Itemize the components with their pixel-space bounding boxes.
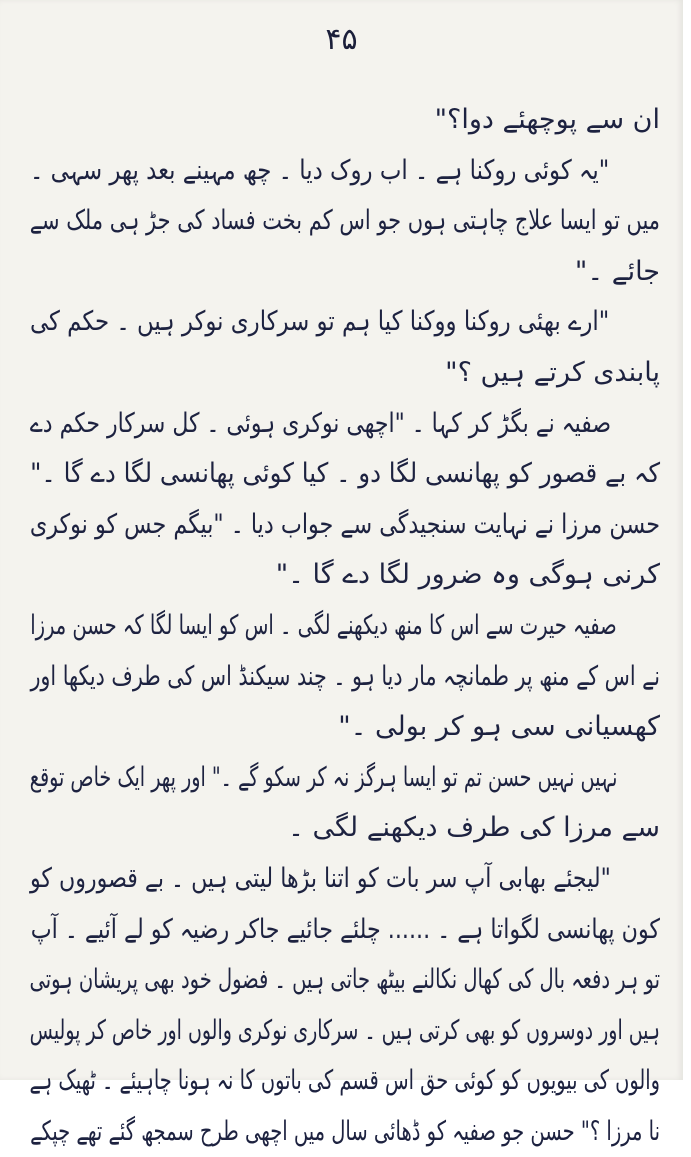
text-line: حسن مرزا نے نہایت سنجیدگی سے جواب دیا ۔ "بیگم جس کو نوکری [29,508,660,540]
text-line: صفیہ نے بگڑ کر کہا ۔ "اچھی نوکری ہوئی ۔ کل سرکار حکم دے [29,407,612,439]
text-line: تو ہر دفعہ بال کی کھال نکالنے بیٹھ جاتی ہیں ۔ فضول خود بھی پریشان ہوتی [29,964,661,996]
text-line: والوں کی بیویوں کو کوئی حق اس قسم کی باتوں کا نہ ہونا چاہیئے ۔ ٹھیک ہے [29,1065,661,1097]
text-line: نے اس کے منھ پر طمانچہ مار دیا ہو ۔ چند سیکنڈ اس کی طرف دیکھا اور [30,660,660,692]
text-line: پابندی کرتے ہیں ؟" [445,356,660,388]
text-line: نہیں نہیں حسن تم تو ایسا ہرگز نہ کر سکو گے ۔" اور پھر ایک خاص توقع [29,761,618,793]
text-line: کھسیانی سی ہو کر بولی ۔" [338,711,660,743]
page-edge [683,0,691,1080]
text-line: جائے ۔" [574,255,660,287]
text-line: کہ بے قصور کو پھانسی لگا دو ۔ کیا کوئی پھانسی لگا دے گا ۔" [30,458,660,490]
handwritten-text-block [30,95,660,1157]
text-line: ان سے پوچھئے دوا؟" [434,104,660,135]
text-line: نا مرزا ؟" حسن جو صفیہ کو ڈھائی سال میں اچھی طرح سمجھ گئے تھے چپکے [30,1115,660,1147]
text-line: کرنی ہوگی وہ ضرور لگا دے گا ۔" [275,559,660,591]
text-line: ہیں اور دوسروں کو بھی کرتی ہیں ۔ سرکاری نوکری والوں اور خاص کر پولیس [29,1014,661,1046]
text-line: کون پھانسی لگواتا ہے ۔ ...... چلئے جائیے جاکر رضیہ کو لے آئیے ۔ آپ [30,913,660,945]
text-line: میں تو ایسا علاج چاہتی ہوں جو اس کم بخت فساد کی جڑ ہی ملک سے [29,205,660,237]
text-line: صفیہ حیرت سے اس کا منھ دیکھنے لگی ۔ اس کو ایسا لگا کہ حسن مرزا [30,609,617,641]
text-line: "ارے بھئی روکنا ووکنا کیا ہم تو سرکاری نوکر ہیں ۔ حکم کی [29,306,610,338]
text-line: "یہ کوئی روکنا ہے ۔ اب روک دیا ۔ چھ مہینے بعد پھر سہی ۔ [29,154,610,186]
page-number: ۴۵ [325,22,358,57]
text-line: سے مرزا کی طرف دیکھنے لگی ۔ [288,812,660,844]
text-line: "لیجئے بھابی آپ سر بات کو اتنا بڑھا لیتی ہیں ۔ بے قصوروں کو [29,862,611,894]
